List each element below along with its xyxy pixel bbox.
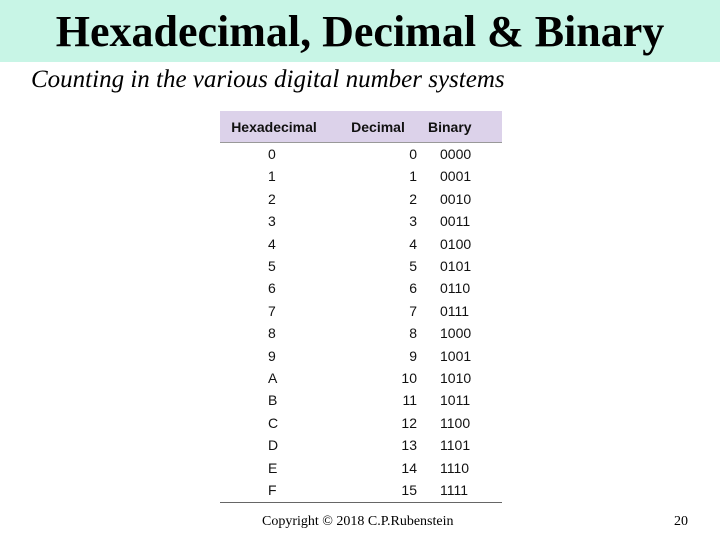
slide-subtitle: Counting in the various digital number systems [31,66,505,93]
cell-hexadecimal: F [268,482,277,499]
cell-binary: 1101 [440,437,471,454]
cell-binary: 1001 [440,347,472,364]
table-row [220,322,502,344]
header-decimal: Decimal [351,118,405,135]
cell-binary: 1011 [440,392,471,409]
cell-hexadecimal: 6 [268,280,276,297]
cell-decimal: 4 [409,235,417,252]
table-row [220,165,502,187]
cell-hexadecimal: A [268,370,278,387]
cell-decimal: 10 [401,370,417,387]
table-row [220,367,502,389]
table-row [220,389,502,411]
cell-binary: 1111 [440,482,469,499]
cell-hexadecimal: E [268,459,278,476]
cell-binary: 0011 [440,213,471,230]
cell-hexadecimal: 3 [268,213,276,230]
cell-binary: 0000 [440,146,472,162]
cell-hexadecimal: 9 [268,347,276,364]
cell-decimal: 5 [409,258,417,275]
cell-decimal: 15 [401,482,417,499]
header-hexadecimal: Hexadecimal [231,118,317,135]
cell-binary: 1000 [440,325,472,342]
title-bar [0,0,720,62]
cell-decimal: 11 [402,392,417,409]
cell-binary: 1010 [440,370,472,387]
cell-decimal: 0 [409,146,417,162]
table-row [220,345,502,367]
cell-hexadecimal: 1 [268,168,276,185]
slide-title: Hexadecimal, Decimal & Binary [55,6,665,56]
cell-binary: 1100 [440,414,471,431]
conversion-table [220,111,502,503]
cell-decimal: 12 [401,414,417,431]
table-row [220,300,502,322]
table-row [220,233,502,255]
cell-binary: 0001 [440,168,472,185]
cell-decimal: 9 [409,347,417,364]
table-row [220,255,502,277]
cell-hexadecimal: D [268,437,279,454]
cell-hexadecimal: 5 [268,258,276,275]
cell-binary: 0110 [440,280,471,297]
cell-decimal: 13 [401,437,417,454]
cell-hexadecimal: 4 [268,235,276,252]
cell-hexadecimal: 0 [268,146,276,162]
number-system-table [220,111,502,503]
cell-hexadecimal: B [268,392,278,409]
page-number: 20 [674,514,688,529]
cell-decimal: 1 [409,168,417,185]
cell-binary: 0100 [440,235,472,252]
header-binary: Binary [428,118,472,135]
cell-decimal: 14 [401,459,417,476]
cell-decimal: 2 [409,190,417,207]
table-row [220,457,502,479]
cell-binary: 0010 [440,190,472,207]
table-row [220,434,502,456]
cell-decimal: 3 [409,213,417,230]
table-row [220,210,502,232]
cell-binary: 1110 [440,459,470,476]
cell-binary: 0101 [440,258,472,275]
cell-decimal: 8 [409,325,417,342]
table-header-row [220,111,502,143]
table-row [220,143,502,166]
table-row [220,277,502,299]
cell-decimal: 6 [409,280,417,297]
copyright-footer: Copyright © 2018 C.P.Rubenstein [262,514,454,529]
cell-binary: 0111 [440,302,470,319]
cell-decimal: 7 [409,302,417,319]
table-row [220,479,502,502]
table-row [220,412,502,434]
table-body [220,143,502,503]
table-row [220,188,502,210]
cell-hexadecimal: 2 [268,190,276,207]
cell-hexadecimal: C [268,414,279,431]
cell-hexadecimal: 8 [268,325,276,342]
cell-hexadecimal: 7 [268,302,276,319]
